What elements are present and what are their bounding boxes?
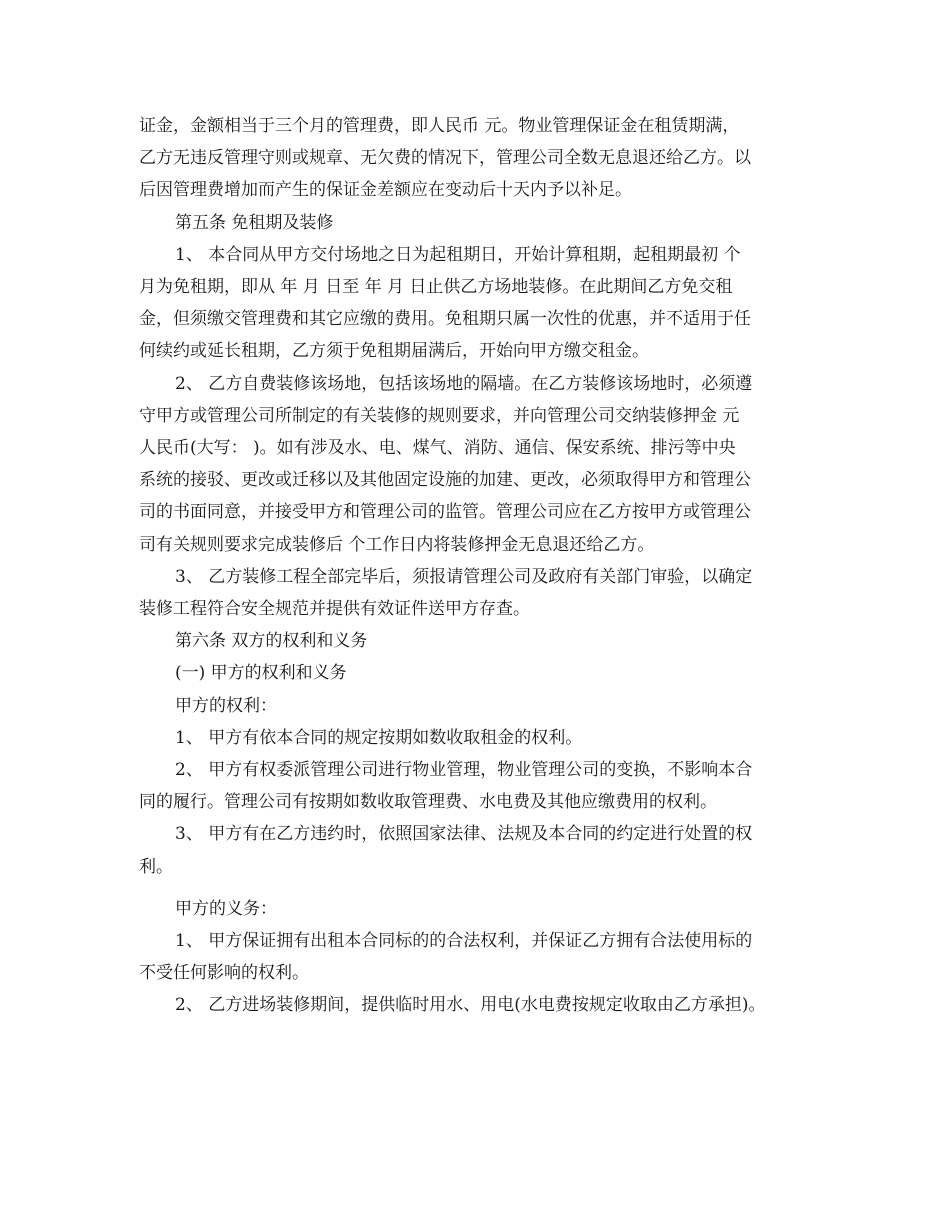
contract-text <box>139 110 821 1022</box>
text-line: 3、 乙方装修工程全部完毕后，须报请管理公司及政府有关部门审验，以确定 <box>175 566 753 587</box>
text-line: 2、 甲方有权委派管理公司进行物业管理，物业管理公司的变换，不影响本合 <box>175 760 753 781</box>
text-line: 1、 甲方保证拥有出租本合同标的的合法权利，并保证乙方拥有合法使用标的 <box>175 931 753 952</box>
text-line: 2、 乙方进场装修期间，提供临时用水、用电(水电费按规定收取由乙方承担)。 <box>175 995 766 1016</box>
text-line: 装修工程符合安全规范并提供有效证件送甲方存查。 <box>139 599 530 620</box>
text-line: 第五条 免租期及装修 <box>175 212 334 233</box>
text-line: 2、 乙方自费装修该场地，包括该场地的隔墙。在乙方装修该场地时，必须遵 <box>175 373 753 394</box>
text-line: 人民币(大写： )。如有涉及水、电、煤气、消防、通信、保安系统、排污等中央 <box>139 438 736 459</box>
text-line: 同的履行。管理公司有按期如数收取管理费、水电费及其他应缴费用的权利。 <box>139 792 717 813</box>
text-line: 第六条 双方的权利和义务 <box>175 631 368 652</box>
text-line: 利。 <box>139 856 173 877</box>
text-line: 后因管理费增加而产生的保证金差额应在变动后十天内予以补足。 <box>139 180 632 201</box>
text-line: 月为免租期，即从 年 月 日至 年 月 日止供乙方场地装修。在此期间乙方免交租 <box>139 277 733 298</box>
text-line: 金，但须缴交管理费和其它应缴的费用。免租期只属一次性的优惠，并不适用于任 <box>139 309 751 330</box>
text-line: 1、 甲方有依本合同的规定按期如数收取租金的权利。 <box>175 727 583 748</box>
text-line: 证金，金额相当于三个月的管理费，即人民币 元。物业管理保证金在租赁期满， <box>139 116 740 136</box>
text-line: 甲方的义务： <box>175 898 277 919</box>
text-line: 不受任何影响的权利。 <box>139 963 309 984</box>
text-line: 守甲方或管理公司所制定的有关装修的规则要求，并向管理公司交纳装修押金 元 <box>139 405 740 426</box>
text-line: 乙方无违反管理守则或规章、无欠费的情况下，管理公司全数无息退还给乙方。以 <box>139 148 751 169</box>
text-line: (一) 甲方的权利和义务 <box>175 663 347 684</box>
text-line: 甲方的权利： <box>175 695 277 716</box>
text-line: 1、 本合同从甲方交付场地之日为起租期日，开始计算租期，起租期最初 个 <box>175 244 741 265</box>
text-line: 司有关规则要求完成装修后 个工作日内将装修押金无息退还给乙方。 <box>139 534 655 555</box>
text-line: 系统的接驳、更改或迁移以及其他固定设施的加建、更改，必须取得甲方和管理公 <box>139 470 751 491</box>
text-line: 3、 甲方有在乙方违约时，依照国家法律、法规及本合同的约定进行处置的权 <box>175 824 753 845</box>
text-line: 司的书面同意，并接受甲方和管理公司的监管。管理公司应在乙方按甲方或管理公 <box>139 502 751 523</box>
text-line: 何续约或延长租期，乙方须于免租期届满后，开始向甲方缴交租金。 <box>139 341 649 362</box>
